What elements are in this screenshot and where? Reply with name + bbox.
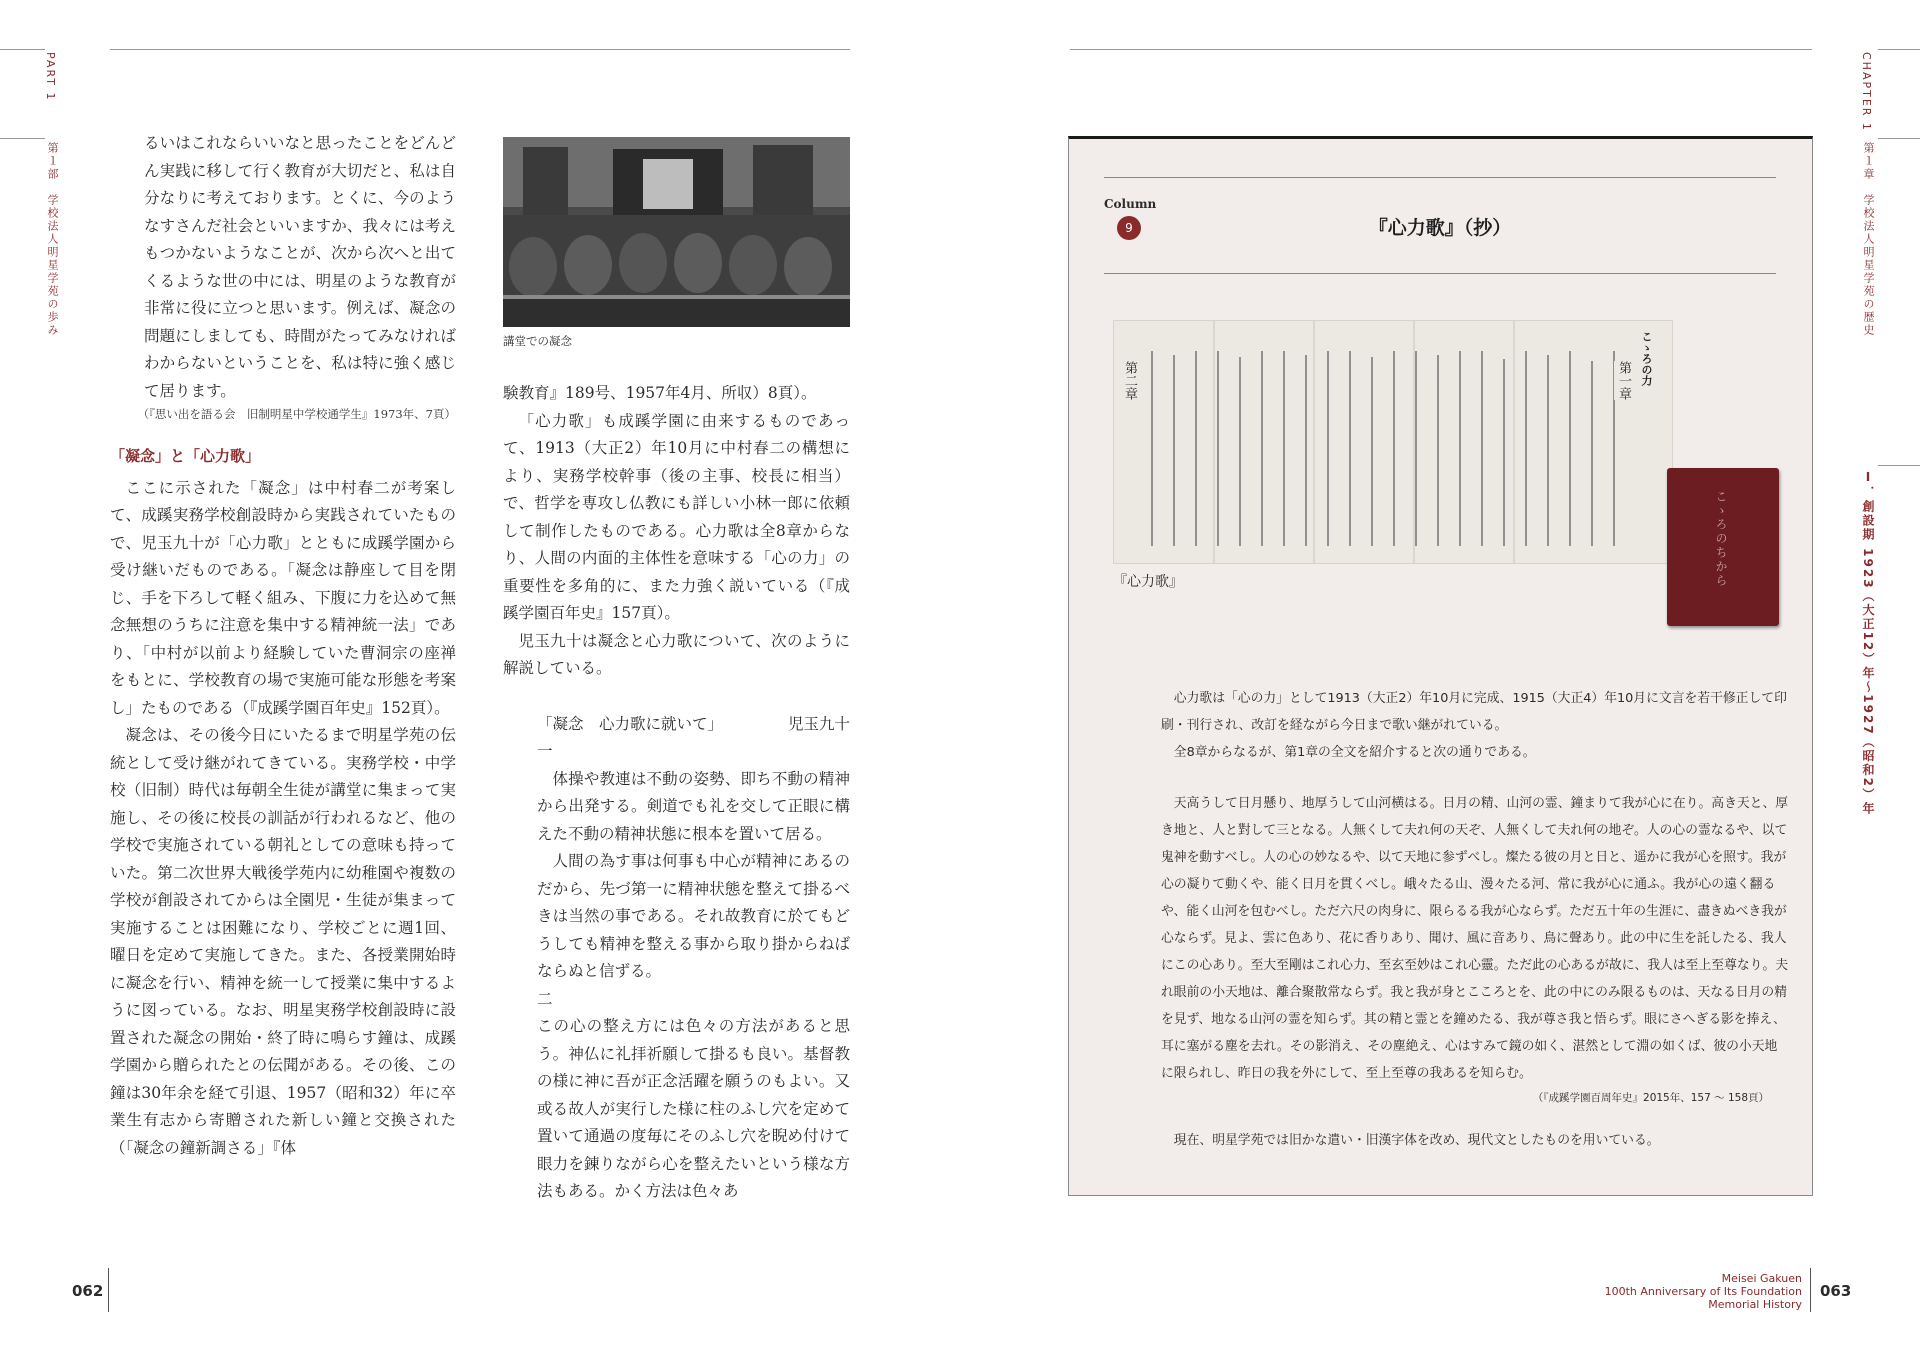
quote-title: 「凝念 心力歌に就いて」 — [537, 714, 724, 733]
quote-header — [537, 711, 850, 739]
column-note: 現在、明星学苑では旧かな遣い・旧漢字体を改め、現代文としたものを用いている。 — [1173, 1133, 1660, 1148]
chapter-label: CHAPTER 1 — [1860, 52, 1873, 132]
part-title: 第１部 学校法人明星学苑の歩み — [46, 142, 59, 337]
column-intro-1: 心力歌は「心の力」として1913（大正2）年10月に完成、1915（大正4）年10月に文言を若干修正して印刷・刊行され、改訂を経ながら今日まで歌い継がれている。 — [1161, 691, 1787, 733]
chapter-rule-right — [1878, 138, 1920, 139]
top-rule-right-margin — [1878, 49, 1920, 50]
column-title: 『心力歌』（抄） — [1368, 217, 1512, 239]
section-rule-right — [1878, 465, 1920, 466]
paragraph-shinryokuka-origin: 「心力歌」も成蹊学園に由来するものであって、1913（大正2）年10月に中村春二の構想により、実務学校幹事（後の主事、校長に相当）で、哲学を専攻し仏教にも詳しい小林一郎に依頼して制作したものである。心力歌は全8章からなり、人間の内面的主体性を意味する「心の力」の重要性を多角的に、また力強く説いている（『成蹊学園百年史』157頁）。 — [503, 411, 850, 622]
paragraph-quote-end: るいはこれならいいなと思ったことをどんどん実践に移して行く教育が大切だと、私は自分なりに考えております。とくに、今のようなすさんだ社会といいますか、我々には考えもつかないようなことが、次から次へと出てくるような世の中には、明星のような教育が非常に役に立つと思います。例えば、凝念の問題にしましても、時間がたってみなければわからないということを、私は特に強く感じて居ります。 — [144, 134, 456, 400]
footer-line-3: Memorial History — [1708, 1298, 1802, 1311]
quote-author: 児玉九十 — [787, 714, 850, 733]
quote-number-2: 二 — [537, 989, 553, 1008]
quote-paragraph-3: この心の整え方には色々の方法があると思う。神仏に礼拝祈願して掛るも良い。基督教の様に神に吾が正念活躍を願うのもよい。又或る故人が実行した様に柱のふし穴を定めて置いて通過の度毎にそのふし穴を睨め付けて眼力を錬りながら心を整えたいという様な方法もある。かく方法は色々あ — [537, 1017, 850, 1200]
auditorium-photo-image — [503, 137, 850, 327]
quote-paragraph-1: 体操や教連は不動の姿勢、即ち不動の精神から出発する。剣道でも礼を交して正眼に構えた不動の精神状態に根本を置いて居る。 — [537, 769, 850, 843]
paragraph-col2-cont: 験教育』189号、1957年4月、所収）8頁）。 — [503, 384, 817, 402]
right-page-number: 063 — [1820, 1282, 1852, 1300]
left-column-1 — [110, 130, 456, 1162]
scroll-chapter-1: 第一章 — [1616, 361, 1631, 400]
paragraph-kodama-intro: 児玉九十は凝念と心力歌について、次のように解説している。 — [503, 631, 850, 677]
left-column-2 — [503, 380, 850, 1206]
column-verse: 天高うして日月懸り、地厚うして山河横はる。日月の精、山河の霊、鐘まりて我が心に在り。高き天と、厚き地と、人と對して三となる。人無くして夫れ何の天ぞ、人無くして夫れ何の地ぞ。人の心の霊なるや、以て鬼神を動すべし。人の心の妙なるや、以て天地に参ずべし。燦たる彼の月と日と、遥かに我が心を照す。我が心の凝りて動くや、能く日月を貫くべし。峨々たる山、漫々たる河、常に我が心に通ふ。我が心の遠く翻るや、能く山河を包むべし。ただ六尺の肉身に、限らるる我が心ならず。ただ五十年の生涯に、盡きぬべき我が心ならず。見よ、雲に色あり、花に香りあり、聞け、風に音あり、鳥に聲あり。此の中に生を託したる、我人にこの心あり。至大至剛はこれ心力、至玄至妙はこれ心靈。ただ此の心あるが故に、我人は至上至尊なり。夫れ眼前の小天地は、離合聚散常ならず。我と我が身とこころとを、此の中にのみ限るものは、天なる日月の精を見ず、地なる山河の霊を知らず。其の精と霊とを鐘めたる、我が尊さ我と悟らず。眼にさへぎる影を捧え、耳に塞がる塵を去れ。その影消え、その塵絶え、心はすみて鏡の如く、湛然として淵の如くば、彼の小天地に限られし、昨日の我を外にして、至上至尊の我あるを知らむ。 — [1161, 796, 1789, 1081]
quote-paragraph-2: 人間の為す事は何事も中心が精神にあるのだから、先づ第一に精神状態を整えて掛るべきは当然の事である。それ故教育に於てもどうしても精神を整える事から取り掛からねばならぬと信ずる。 — [537, 852, 850, 980]
scroll-header: こゝろの力 — [1640, 331, 1653, 386]
part-rule-left — [0, 138, 45, 139]
photo-caption: 講堂での凝念 — [503, 334, 572, 348]
booklet-title: こゝろのちから — [1714, 490, 1728, 588]
source-citation-1: （『思い出を語る会 旧制明星中学校通学生』1973年、7頁） — [137, 407, 456, 421]
top-rule-left-margin — [0, 49, 45, 50]
paragraph-gyonen-tradition: 凝念は、その後今日にいたるまで明星学苑の伝統として受け継がれてきている。実務学校・中学校（旧制）時代は毎朝全生徒が講堂に集まって実施し、その後に校長の訓話が行われるなど、他の学校で実施されている朝礼としての意味も持っていた。第二次世界大戦後学苑内に幼稚園や複数の学校が創設されてからは全園児・生徒が集まって実施することは困難になり、学校ごとに週1回、曜日を定めて実施してきた。また、各授業開始時に凝念を行い、精神を統一して授業に集中するように図っている。なお、明星実務学校創設時に設置された凝念の開始・終了時に鳴らす鐘は、成蹊学園から贈られたとの伝聞がある。その後、この鐘は30年余を経て引退、1957（昭和32）年に卒業生有志から寄贈された新しい鐘と交換された（「凝念の鐘新調さる」『体 — [110, 726, 456, 1157]
section-heading-gyonen: 「凝念」と「心力歌」 — [110, 447, 261, 465]
left-page-number-divider — [108, 1268, 109, 1312]
footer-book-title — [1520, 1272, 1802, 1311]
part-label: PART 1 — [44, 52, 57, 102]
column-body — [1161, 685, 1789, 1154]
left-page-number: 062 — [72, 1282, 104, 1300]
auditorium-photo — [503, 137, 850, 327]
column-intro-2: 全8章からなるが、第1章の全文を紹介すると次の通りである。 — [1173, 745, 1536, 760]
chapter-title: 第１章 学校法人明星学苑の歴史 — [1862, 142, 1875, 337]
footer-line-2: 100th Anniversary of Its Foundation — [1604, 1285, 1802, 1298]
scroll-chapter-2: 第二章 — [1122, 361, 1137, 400]
column-title-rule — [1104, 273, 1776, 274]
footer-line-1: Meisei Gakuen — [1721, 1272, 1802, 1285]
scroll-texture — [1114, 321, 1673, 564]
column-source: （『成蹊学園百周年史』2015年、157 〜 158頁） — [1532, 1092, 1769, 1104]
section-title: Ⅰ．創設期 1923（大正12）年〜1927（昭和2）年 — [1861, 470, 1875, 817]
column-box — [1068, 136, 1813, 1196]
column-number-badge: 9 — [1117, 216, 1141, 240]
top-rule-left — [110, 49, 850, 50]
paragraph-gyonen-origin: ここに示された「凝念」は中村春二が考案して、成蹊実務学校創設時から実践されていたもので、児玉九十が「心力歌」とともに成蹊学園から受け継いだものである。「凝念は静座して目を閉じ、手を下ろして軽く組み、下腹に力を込めて無念無想のうちに注意を集中する精神統一法」であり、「中村が以前より経験していた曹洞宗の座禅をもとに、学校教育の場で実施可能な形態を考案し」たものである（『成蹊学園百年史』152頁）。 — [110, 478, 456, 717]
right-page-number-divider — [1810, 1268, 1811, 1312]
top-rule-right — [1070, 49, 1812, 50]
booklet-image — [1667, 468, 1779, 626]
column-label: Column — [1104, 197, 1157, 211]
quote-number-1: 一 — [537, 742, 553, 760]
shinryokuka-scroll-image — [1113, 320, 1673, 564]
column-top-rule — [1104, 177, 1776, 178]
scroll-image-caption: 『心力歌』 — [1113, 574, 1183, 590]
